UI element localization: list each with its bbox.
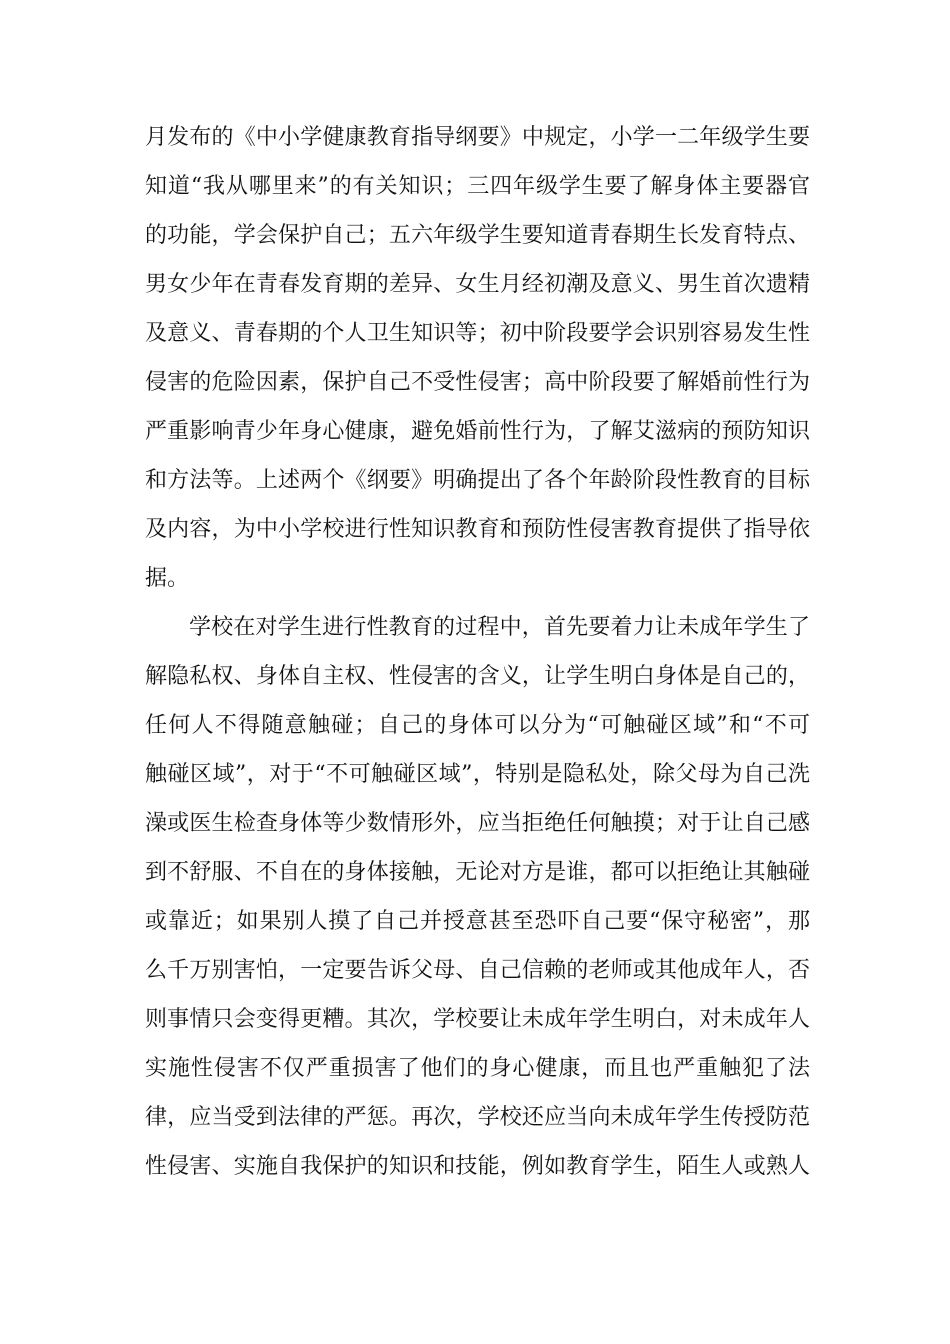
text-line: 实施性侵害不仅严重损害了他们的身心健康，而且也严重触犯了法 xyxy=(145,1056,810,1081)
body-text xyxy=(145,113,810,1191)
text-line: 则事情只会变得更糟。其次，学校要让未成年学生明白，对未成年人 xyxy=(145,1007,810,1032)
text-line: 知道“我从哪里来”的有关知识；三四年级学生要了解身体主要器官 xyxy=(145,174,810,199)
paragraph-2 xyxy=(145,603,810,1191)
text-line: 月发布的《中小学健康教育指导纲要》中规定，小学一二年级学生要 xyxy=(145,125,810,150)
text-line: 及意义、青春期的个人卫生知识等；初中阶段要学会识别容易发生性 xyxy=(145,321,810,346)
text-line: 男女少年在青春发育期的差异、女生月经初潮及意义、男生首次遗精 xyxy=(145,272,810,297)
text-line: 或靠近；如果别人摸了自己并授意甚至恐吓自己要“保守秘密”，那 xyxy=(145,909,810,934)
text-line: 严重影响青少年身心健康，避免婚前性行为，了解艾滋病的预防知识 xyxy=(145,419,810,444)
text-line: 解隐私权、身体自主权、性侵害的含义，让学生明白身体是自己的， xyxy=(145,664,810,689)
paragraph-1 xyxy=(145,113,810,603)
text-line: 侵害的危险因素，保护自己不受性侵害；高中阶段要了解婚前性行为 xyxy=(145,370,810,395)
text-line: 学校在对学生进行性教育的过程中，首先要着力让未成年学生了 xyxy=(189,615,810,640)
text-line: 触碰区域”，对于“不可触碰区域”，特别是隐私处，除父母为自己洗 xyxy=(145,762,810,787)
text-line: 据。 xyxy=(145,566,190,591)
text-line: 及内容，为中小学校进行性知识教育和预防性侵害教育提供了指导依 xyxy=(145,517,810,542)
text-line: 和方法等。上述两个《纲要》明确提出了各个年龄阶段性教育的目标 xyxy=(145,468,810,493)
text-line: 的功能，学会保护自己；五六年级学生要知道青春期生长发育特点、 xyxy=(145,223,810,248)
text-line: 任何人不得随意触碰；自己的身体可以分为“可触碰区域”和“不可 xyxy=(145,713,810,738)
text-line: 澡或医生检查身体等少数情形外，应当拒绝任何触摸；对于让自己感 xyxy=(145,811,810,836)
text-line: 到不舒服、不自在的身体接触，无论对方是谁，都可以拒绝让其触碰 xyxy=(145,860,810,885)
text-line: 律，应当受到法律的严惩。再次，学校还应当向未成年学生传授防范 xyxy=(145,1105,810,1130)
text-line: 么千万别害怕，一定要告诉父母、自己信赖的老师或其他成年人，否 xyxy=(145,958,810,983)
text-line: 性侵害、实施自我保护的知识和技能，例如教育学生，陌生人或熟人 xyxy=(145,1154,810,1179)
